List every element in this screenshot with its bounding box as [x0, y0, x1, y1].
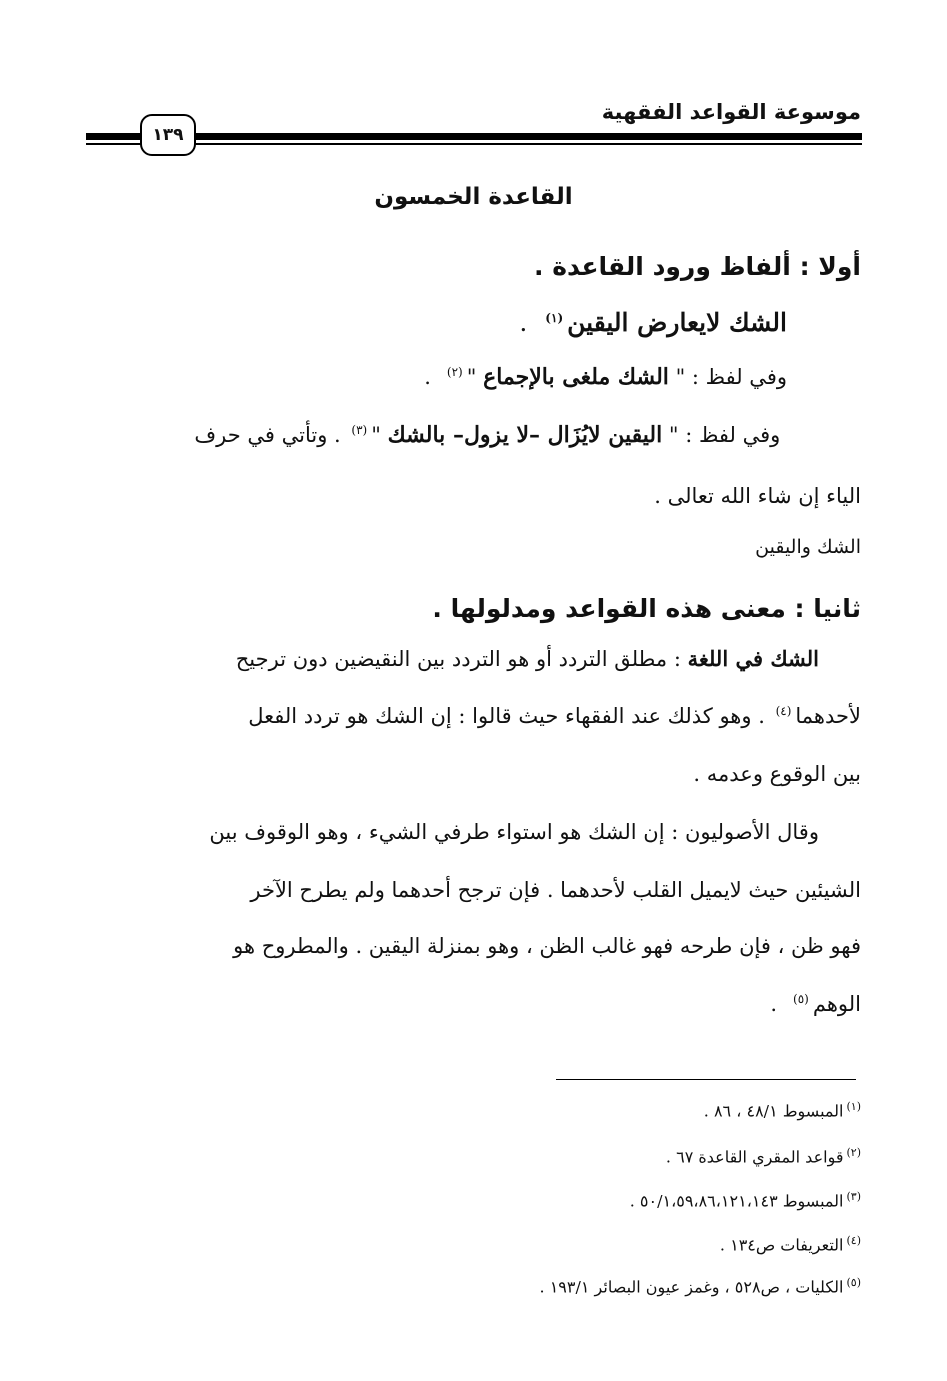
- section-title: القاعدة الخمسون: [374, 184, 573, 210]
- variant-3: [194, 422, 861, 448]
- header-rule: [86, 133, 862, 140]
- footnote: [630, 1190, 861, 1210]
- variant-2: [424, 364, 787, 390]
- variant-quote: ": [371, 423, 381, 447]
- rule-main: الشك لايعارض اليقين: [567, 308, 787, 337]
- variant-bold: اليقين لايُزَال –لا يزول– بالشك: [387, 422, 663, 448]
- part1-heading: أولا : ألفاظ ورود القاعدة .: [534, 252, 861, 281]
- paragraph-line: [248, 704, 861, 728]
- period: .: [770, 992, 778, 1016]
- variant-intro: وفي لفظ : ": [675, 365, 787, 389]
- paragraph-line: [770, 992, 861, 1016]
- paragraph-text: لأحدهما: [795, 704, 861, 728]
- variant-3-cont: الياء إن شاء الله تعالى .: [654, 484, 861, 508]
- paragraph-text: الوهم: [812, 992, 861, 1016]
- footnote-text: قواعد المقري القاعدة ٦٧ .: [665, 1147, 844, 1167]
- footnote: [704, 1100, 861, 1120]
- page-number: ١٣٩: [140, 114, 196, 156]
- variant-bold: الشك ملغى بالإجماع: [483, 364, 669, 390]
- footnote: [720, 1234, 861, 1254]
- footnote-number: (٤): [846, 1234, 861, 1247]
- footnote-number: (٢): [846, 1146, 861, 1159]
- paragraph-line: فهو ظن ، فإن طرحه فهو غالب الظن ، وهو بمنزلة اليقين . والمطروح هو: [233, 934, 861, 958]
- paragraph-line: [236, 646, 861, 671]
- margin-label: الشك واليقين: [755, 536, 861, 558]
- paragraph-text: : مطلق التردد أو هو التردد بين النقيضين دون ترجيح: [235, 647, 681, 671]
- paragraph-line: بين الوقوع وعدمه .: [693, 762, 861, 786]
- footnote-separator: [556, 1079, 856, 1080]
- footnote-number: (٣): [846, 1190, 861, 1203]
- footnote-ref: (١): [545, 310, 564, 325]
- rule-text: [519, 308, 787, 337]
- period: .: [424, 365, 431, 389]
- footnote: [666, 1146, 861, 1166]
- footnote-ref: (٥): [793, 992, 809, 1006]
- footnote-ref: (٣): [351, 423, 368, 437]
- footnote-text: التعريفات ص١٣٤ .: [719, 1235, 844, 1255]
- footnote-text: المبسوط ٤٨/١ ، ٨٦ .: [703, 1101, 844, 1121]
- part2-heading: ثانيا : معنى هذه القواعد ومدلولها .: [432, 594, 861, 623]
- footnote-number: (٥): [846, 1276, 861, 1289]
- variant-quote: ": [466, 365, 477, 389]
- footnote-text: الكليات ، ص٥٢٨ ، وغمز عيون البصائر ١٩٣/١ .: [539, 1277, 844, 1297]
- footnote: [540, 1276, 861, 1296]
- term-bold: الشك في اللغة: [687, 646, 819, 671]
- paragraph-text: وقال الأصوليون : إن الشك هو استواء طرفي الشيء ، وهو الوقوف بين: [209, 820, 819, 844]
- paragraph-text: . وهو كذلك عند الفقهاء حيث قالوا : إن الشك هو تردد الفعل: [248, 704, 765, 728]
- paragraph-line: [209, 820, 861, 844]
- footnote-number: (١): [846, 1100, 861, 1113]
- book-title: موسوعة القواعد الفقهية: [601, 100, 861, 124]
- period: .: [519, 308, 528, 337]
- header-rule-thin: [86, 143, 862, 145]
- footnote-ref: (٢): [446, 365, 463, 379]
- footnote-ref: (٤): [775, 704, 792, 718]
- variant-after: . وتأتي في حرف: [194, 423, 341, 447]
- variant-intro: وفي لفظ : ": [668, 423, 781, 447]
- paragraph-line: الشيئين حيث لايميل القلب لأحدهما . فإن ترجح أحدهما ولم يطرح الآخر: [250, 878, 861, 902]
- footnote-text: المبسوط ٥٠/١،٥٩،٨٦،١٢١،١٤٣ .: [629, 1191, 844, 1211]
